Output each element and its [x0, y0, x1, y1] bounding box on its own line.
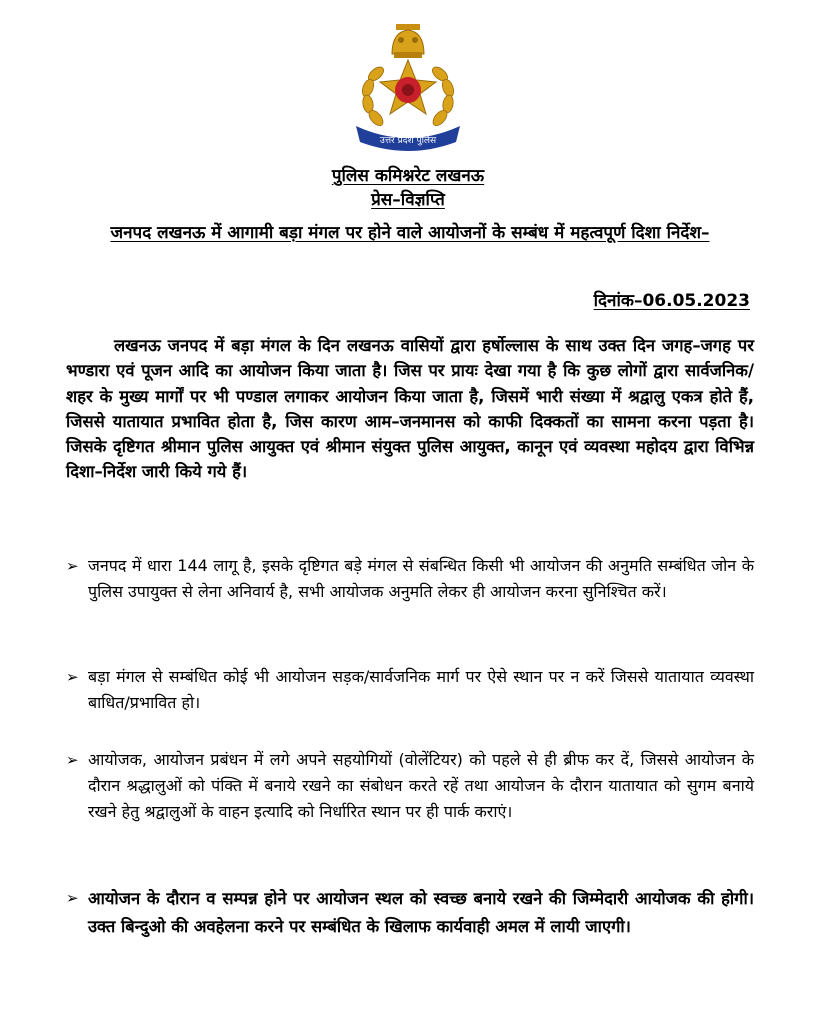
issue-date: दिनांक–06.05.2023	[593, 291, 750, 311]
svg-text:उत्तर प्रदेश पुलिस: उत्तर प्रदेश पुलिस	[379, 136, 437, 146]
directive-item	[66, 553, 754, 605]
directive-text: आयोजन के दौरान व सम्पन्न होने पर आयोजन स्थल को स्वच्छ बनाये रखने की जिम्मेदारी आयोजक की होगी। उक्त बिन्दुओ की अवहेलना करने पर सम्बंधित के खिलाफ कार्यवाही अमल में लायी जाएगी।	[88, 889, 754, 936]
arrow-bullet-icon: ➢	[66, 557, 79, 575]
directive-item	[66, 747, 754, 825]
directive-text: बड़ा मंगल से सम्बंधित कोई भी आयोजन सड़क/सार्वजनिक मार्ग पर ऐसे स्थान पर न करें जिससे यातायात व्यवस्था बाधित/प्रभावित हो।	[88, 667, 754, 712]
intro-paragraph: लखनऊ जनपद में बड़ा मंगल के दिन लखनऊ वासियों द्वारा हर्षोल्लास के साथ उक्त दिन जगह–जगह पर भण्डारा एवं पूजन आदि का आयोजन किया जाता है। जिस पर प्रायः देखा गया है कि कुछ लोगों द्वारा सार्वजनिक/शहर के मुख्य मार्गों पर भी पण्डाल लगाकर आयोजन किया जाता है, जिसमें भारी संख्या में श्रद्वालु एकत्र होते हैं, जिससे यातायात प्रभावित होता है, जिस कारण आम–जनमानस को काफी दिक्कतों का सामना करना पड़ता है। जिसके दृष्टिगत श्रीमान पुलिस आयुक्त एवं श्रीमान संयुक्त पुलिस आयुक्त, कानून एवं व्यवस्था महोदय द्वारा विभिन्न दिशा–निर्देश जारी किये गये हैं।	[66, 336, 754, 482]
directive-text: जनपद में धारा 144 लागू है, इसके दृष्टिगत बड़े मंगल से संबन्धित किसी भी आयोजन की अनुमति सम्बंधित जोन के पुलिस उपायुक्त से लेना अनिवार्य है, सभी आयोजक अनुमति लेकर ही आयोजन करना सुनिश्चित करें।	[88, 556, 754, 601]
up-police-emblem-icon	[346, 18, 470, 156]
arrow-bullet-icon: ➢	[66, 889, 79, 907]
directive-text: आयोजक, आयोजन प्रबंधन में लगे अपने सहयोगियों (वोलेंटियर) को पहले से ही ब्रीफ कर दें, जिससे आयोजन के दौरान श्रद्धालुओं को पंक्ति में बनाये रखने का संबोधन करते रहें तथा आयोजन के दौरान यातायात को सुगम बनाये रखने हेतु श्रद्वालुओं के वाहन इत्यादि को निर्धारित स्थान पर ही पार्क कराएं।	[88, 750, 754, 821]
document-type: प्रेस–विज्ञप्ति	[371, 190, 445, 210]
directive-item	[66, 885, 754, 940]
arrow-bullet-icon: ➢	[66, 751, 79, 769]
directive-item	[66, 664, 754, 716]
arrow-bullet-icon: ➢	[66, 668, 79, 686]
subject-line: जनपद लखनऊ में आगामी बड़ा मंगल पर होने वाले आयोजनों के सम्बंध में महत्वपूर्ण दिशा निर्देश–	[110, 223, 710, 243]
org-title: पुलिस कमिश्नरेट लखनऊ	[331, 166, 485, 186]
